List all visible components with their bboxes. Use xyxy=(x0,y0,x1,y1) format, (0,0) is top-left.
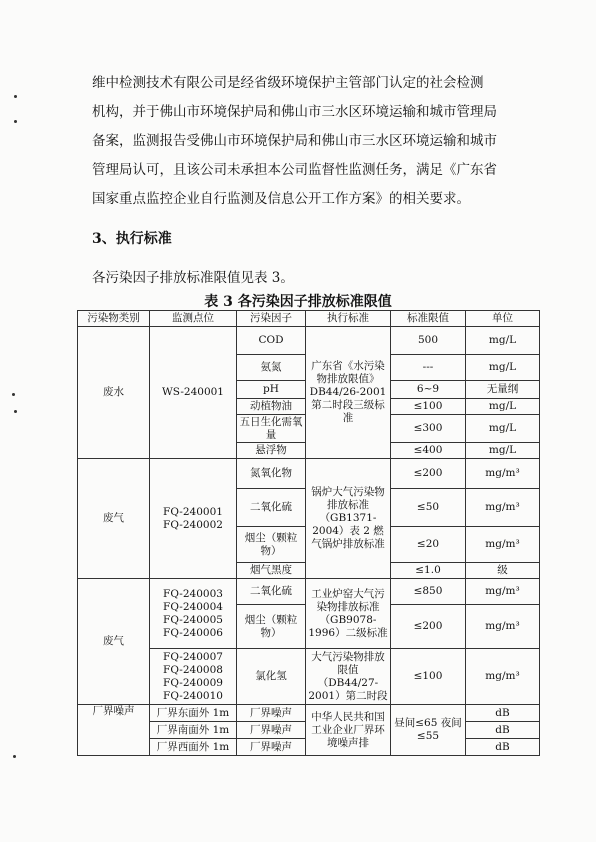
table-header-row xyxy=(78,311,540,327)
section-intro: 各污染因子排放标准限值见表 3。 xyxy=(92,270,294,286)
table-row xyxy=(78,705,540,722)
limit-cell: ≤850 xyxy=(391,579,466,605)
paragraph-line: 机构，并于佛山市环境保护局和佛山市三水区环境运输和城市管理局 xyxy=(92,104,497,120)
factor-cell: 动植物油 xyxy=(237,399,306,415)
point-cell: FQ-240001 FQ-240002 xyxy=(150,459,237,579)
factor-cell: 厂界噪声 xyxy=(237,722,306,739)
standard-cell: 中华人民共和国工业企业厂界环境噪声排 xyxy=(306,705,391,756)
unit-cell: dB xyxy=(466,722,540,739)
point-cell: 厂界东面外 1m xyxy=(150,705,237,722)
scan-speck xyxy=(14,410,17,413)
column-header: 污染物类别 xyxy=(78,311,150,327)
body-paragraph xyxy=(92,69,522,214)
unit-cell: mg/L xyxy=(466,443,540,459)
factor-cell: 五日生化需氧量 xyxy=(237,415,306,443)
limit-cell: 昼间≤65 夜间≤55 xyxy=(391,705,466,756)
point-cell: FQ-240003 FQ-240004 FQ-240005 FQ-240006 xyxy=(150,579,237,649)
paragraph-line: 备案，监测报告受佛山市环境保护局和佛山市三水区环境运输和城市 xyxy=(92,133,497,149)
unit-cell: mg/m³ xyxy=(466,489,540,527)
limit-cell: ≤1.0 xyxy=(391,563,466,579)
unit-cell: dB xyxy=(466,705,540,722)
column-header: 执行标准 xyxy=(306,311,391,327)
scan-speck xyxy=(12,393,15,396)
standard-cell: 广东省《水污染物排放限值》DB44/26-2001第二时段三级标准 xyxy=(306,327,391,459)
unit-cell: mg/L xyxy=(466,399,540,415)
unit-cell: mg/L xyxy=(466,415,540,443)
factor-cell: 烟尘（颗粒物） xyxy=(237,527,306,563)
unit-cell: mg/m³ xyxy=(466,527,540,563)
column-header: 污染因子 xyxy=(237,311,306,327)
section-heading: 3、执行标准 xyxy=(92,231,172,247)
unit-cell: 无量纲 xyxy=(466,381,540,399)
column-header: 监测点位 xyxy=(150,311,237,327)
unit-cell: 级 xyxy=(466,563,540,579)
standard-cell: 锅炉大气污染物排放标准（GB1371-2004）表 2 燃气锅炉排放标准 xyxy=(306,459,391,579)
limit-cell: ≤200 xyxy=(391,605,466,649)
factor-cell: 氨氮 xyxy=(237,355,306,381)
unit-cell: dB xyxy=(466,739,540,756)
category-cell: 厂界噪声 xyxy=(78,705,150,756)
standard-cell: 大气污染物排放限值（DB44/27-2001）第二时段 xyxy=(306,649,391,705)
factor-cell: 氯化氢 xyxy=(237,649,306,705)
factor-cell: 二氧化硫 xyxy=(237,579,306,605)
point-cell: FQ-240007 FQ-240008 FQ-240009 FQ-240010 xyxy=(150,649,237,705)
paragraph-line: 管理局认可，且该公司未承担本公司监督性监测任务，满足《广东省 xyxy=(92,162,497,178)
table-row xyxy=(78,459,540,489)
limit-cell: ≤300 xyxy=(391,415,466,443)
unit-cell: mg/L xyxy=(466,327,540,355)
table-row xyxy=(78,327,540,355)
standards-table xyxy=(77,310,540,756)
paragraph-line: 国家重点监控企业自行监测及信息公开工作方案》的相关要求。 xyxy=(92,191,470,207)
limit-cell: ≤100 xyxy=(391,649,466,705)
paragraph-line: 维中检测技术有限公司是经省级环境保护主管部门认定的社会检测 xyxy=(92,75,484,91)
unit-cell: mg/m³ xyxy=(466,605,540,649)
unit-cell: mg/L xyxy=(466,355,540,381)
scan-speck xyxy=(14,95,17,98)
limit-cell: --- xyxy=(391,355,466,381)
factor-cell: 厂界噪声 xyxy=(237,739,306,756)
limit-cell: ≤50 xyxy=(391,489,466,527)
unit-cell: mg/m³ xyxy=(466,649,540,705)
standard-cell: 工业炉窑大气污染物排放标准（GB9078-1996）二级标准 xyxy=(306,579,391,649)
factor-cell: 烟尘（颗粒物） xyxy=(237,605,306,649)
table-caption: 表 3 各污染因子排放标准限值 xyxy=(204,294,392,310)
column-header: 标准限值 xyxy=(391,311,466,327)
category-cell: 废水 xyxy=(78,327,150,459)
limit-cell: 500 xyxy=(391,327,466,355)
factor-cell: 氮氧化物 xyxy=(237,459,306,489)
point-cell: 厂界西面外 1m xyxy=(150,739,237,756)
limit-cell: ≤20 xyxy=(391,527,466,563)
limit-cell: ≤200 xyxy=(391,459,466,489)
limit-cell: 6~9 xyxy=(391,381,466,399)
factor-cell: 悬浮物 xyxy=(237,443,306,459)
scan-speck xyxy=(14,120,17,123)
factor-cell: 烟气黑度 xyxy=(237,563,306,579)
unit-cell: mg/m³ xyxy=(466,579,540,605)
limit-cell: ≤400 xyxy=(391,443,466,459)
unit-cell: mg/m³ xyxy=(466,459,540,489)
factor-cell: 二氧化硫 xyxy=(237,489,306,527)
category-cell: 废气 xyxy=(78,459,150,579)
factor-cell: pH xyxy=(237,381,306,399)
column-header: 单位 xyxy=(466,311,540,327)
category-cell: 废气 xyxy=(78,579,150,705)
table-row xyxy=(78,579,540,605)
point-cell: WS-240001 xyxy=(150,327,237,459)
factor-cell: COD xyxy=(237,327,306,355)
point-cell: 厂界南面外 1m xyxy=(150,722,237,739)
limit-cell: ≤100 xyxy=(391,399,466,415)
scan-speck xyxy=(13,755,16,758)
factor-cell: 厂界噪声 xyxy=(237,705,306,722)
